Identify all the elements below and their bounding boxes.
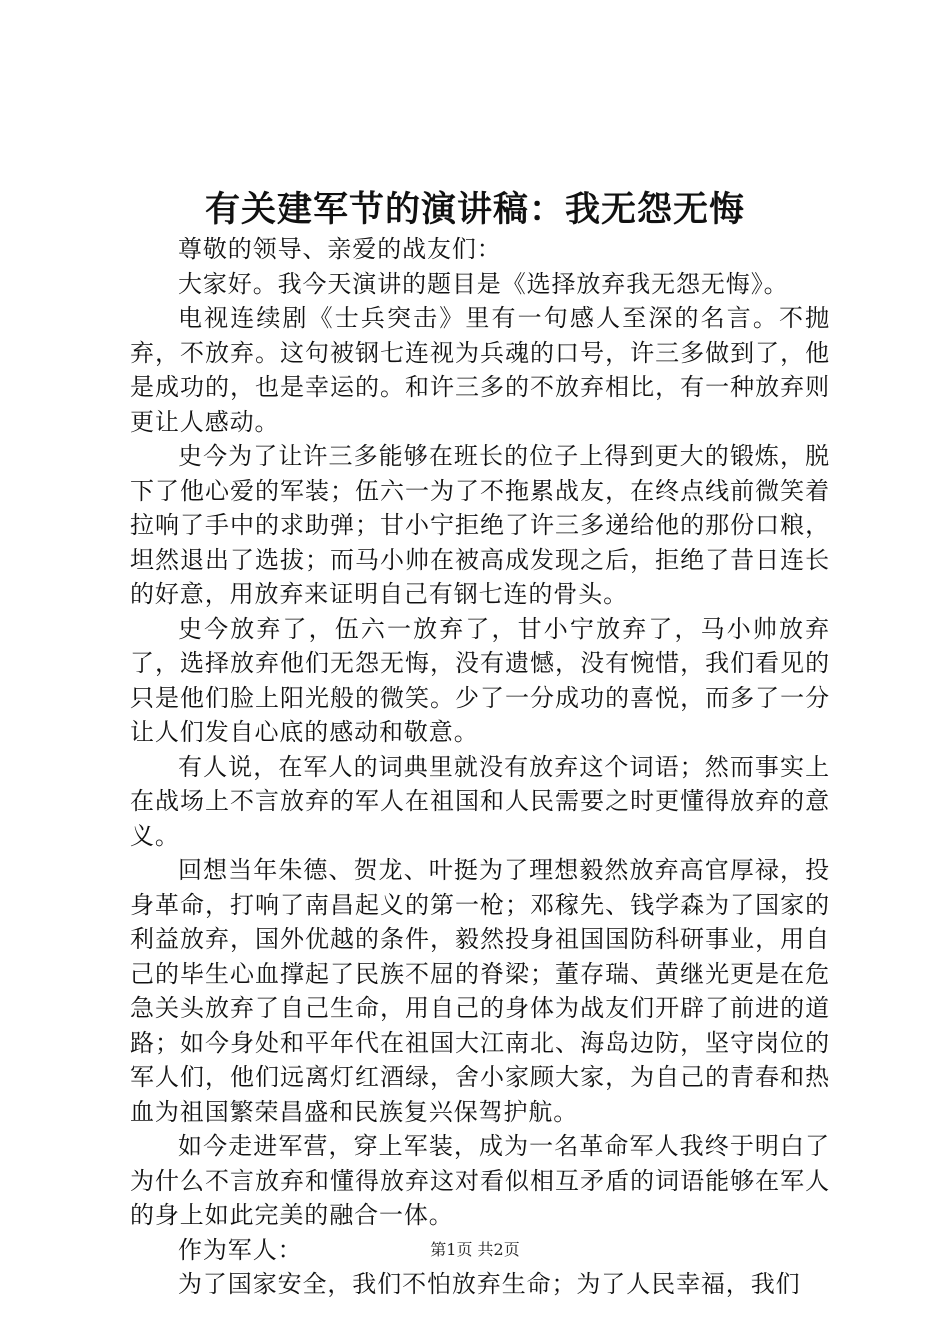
paragraph: 史今为了让许三多能够在班长的位子上得到更大的锻炼，脱下了他心爱的军装；伍六一为了不拖累战友，在终点线前微笑着拉响了手中的求助弹；甘小宁拒绝了许三多递给他的那份口粮，坦然退出了选拔；而马小帅在被高成发现之后，拒绝了昔日连长的好意，用放弃来证明自己有钢七连的骨头。 bbox=[130, 442, 830, 608]
paragraph: 作为军人： bbox=[178, 1235, 303, 1264]
paragraph: 尊敬的领导、亲爱的战友们： bbox=[178, 235, 502, 263]
paragraph: 电视连续剧《士兵突击》里有一句感人至深的名言。不抛弃，不放弃。这句被钢七连视为兵魂的口号，许三多做到了，他是成功的，也是幸运的。和许三多的不放弃相比，有一种放弃则更让人感动。 bbox=[130, 304, 830, 436]
page-number-footer: 第1页 共2页 bbox=[430, 1240, 520, 1259]
paragraph: 有人说，在军人的词典里就没有放弃这个词语；然而事实上在战场上不言放弃的军人在祖国和人民需要之时更懂得放弃的意义。 bbox=[130, 752, 830, 850]
paragraph: 如今走进军营，穿上军装，成为一名革命军人我终于明白了为什么不言放弃和懂得放弃这对看似相互矛盾的词语能够在军人的身上如此完美的融合一体。 bbox=[130, 1132, 830, 1229]
paragraph: 史今放弃了，伍六一放弃了，甘小宁放弃了，马小帅放弃了，选择放弃他们无怨无悔，没有遗憾，没有惋惜，我们看见的只是他们脸上阳光般的微笑。少了一分成功的喜悦，而多了一分让人们发自心底的感动和敬意。 bbox=[130, 614, 830, 746]
paragraph: 大家好。我今天演讲的题目是《选择放弃我无怨无悔》。 bbox=[178, 269, 789, 298]
paragraph: 为了国家安全，我们不怕放弃生命；为了人民幸福，我们 bbox=[178, 1270, 801, 1298]
paragraph: 回想当年朱德、贺龙、叶挺为了理想毅然放弃高官厚禄，投身革命，打响了南昌起义的第一枪；邓稼先、钱学森为了国家的利益放弃，国外优越的条件，毅然投身祖国国防科研事业，用自己的毕生心血撑起了民族不屈的脊梁；董存瑞、黄继光更是在危急关头放弃了自己生命，用自己的身体为战友们开辟了前进的道路；如今身处和平年代在祖国大江南北、海岛边防，坚守岗位的军人们，他们远离灯红酒绿，舍小家顾大家，为自己的青春和热血为祖国繁荣昌盛和民族复兴保驾护航。 bbox=[130, 856, 830, 1126]
document-body bbox=[130, 232, 830, 1302]
document-title: 有关建军节的演讲稿：我无怨无悔 bbox=[204, 189, 745, 230]
